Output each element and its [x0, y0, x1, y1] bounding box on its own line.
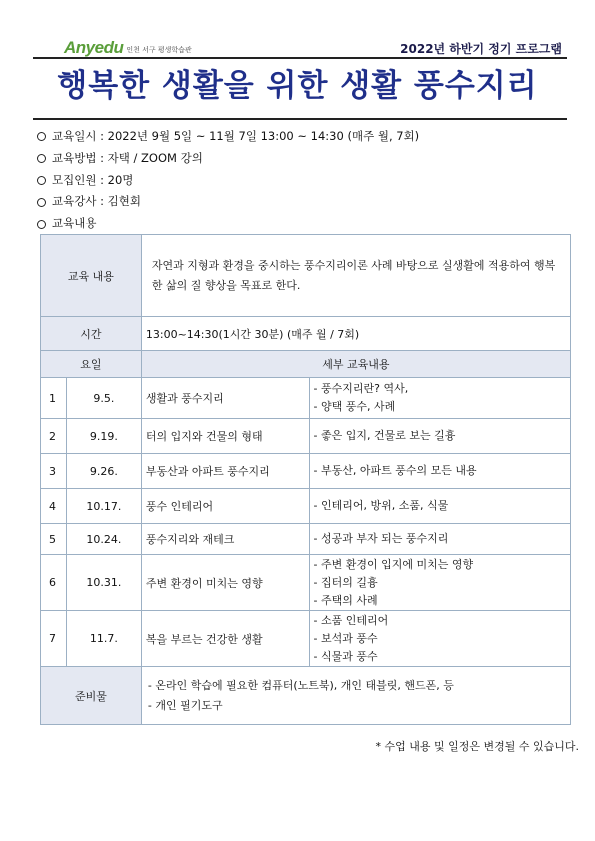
prep-item: - 온라인 학습에 필요한 컴퓨터(노트북), 개인 태블릿, 핸드폰, 등 [147, 678, 454, 692]
row-topic: 터의 입지와 건물의 형태 [141, 419, 309, 454]
prep-label: 준비물 [41, 667, 142, 725]
prep-items [141, 667, 570, 725]
logo [64, 38, 192, 58]
info-item [37, 191, 419, 213]
detail-line: - 인테리어, 방위, 소품, 식물 [313, 499, 449, 512]
table-row [41, 378, 571, 419]
page-title: 행복한 생활을 위한 생활 풍수지리 [57, 68, 538, 104]
schedule-table [40, 234, 571, 725]
time-label: 시간 [41, 317, 142, 351]
day-header: 요일 [41, 351, 142, 378]
info-text: 교육강사 : 김현회 [52, 194, 141, 209]
info-text: 모집인원 : 20명 [52, 172, 134, 187]
detail-line: - 소품 인테리어 [313, 613, 389, 627]
content-label: 교육 내용 [41, 235, 142, 317]
row-number: 6 [41, 555, 67, 611]
info-list [37, 126, 419, 235]
detail-line: - 좋은 입지, 건물로 보는 길흉 [313, 429, 456, 442]
circle-bullet-icon [37, 198, 46, 207]
info-item [37, 148, 419, 170]
row-date: 10.31. [66, 555, 141, 611]
row-details [309, 378, 570, 419]
detail-header: 세부 교육내용 [141, 351, 570, 378]
row-topic: 풍수 인테리어 [141, 489, 309, 524]
row-topic: 복을 부르는 건강한 생활 [141, 611, 309, 667]
top-rule [33, 57, 567, 59]
row-date: 9.5. [66, 378, 141, 419]
row-details [309, 489, 570, 524]
title-rule [33, 118, 567, 120]
prep-row [41, 667, 571, 725]
row-date: 11.7. [66, 611, 141, 667]
row-date: 9.19. [66, 419, 141, 454]
row-details [309, 454, 570, 489]
info-text: 교육내용 [52, 216, 97, 231]
circle-bullet-icon [37, 176, 46, 185]
content-row [41, 235, 571, 317]
row-date: 9.26. [66, 454, 141, 489]
row-details [309, 419, 570, 454]
program-label: 2022년 하반기 정기 프로그램 [400, 42, 562, 56]
table-row [41, 555, 571, 611]
time-text: 13:00~14:30(1시간 30분) (매주 월 / 7회) [141, 317, 570, 351]
detail-line: - 주변 환경이 입지에 미치는 영향 [313, 557, 474, 571]
row-details [309, 524, 570, 555]
circle-bullet-icon [37, 220, 46, 229]
row-number: 2 [41, 419, 67, 454]
detail-line: - 풍수지리란? 역사, [313, 382, 409, 395]
row-number: 1 [41, 378, 67, 419]
footnote: * 수업 내용 및 일정은 변경될 수 있습니다. [375, 740, 579, 753]
detail-line: - 주택의 사례 [313, 593, 378, 607]
circle-bullet-icon [37, 154, 46, 163]
table-row [41, 419, 571, 454]
prep-item: - 개인 필기도구 [147, 698, 223, 712]
detail-line: - 보석과 풍수 [313, 631, 378, 645]
info-text: 교육일시 : 2022년 9월 5일 ~ 11월 7일 13:00 ~ 14:30 (매주 월, 7회) [52, 129, 420, 143]
table-row [41, 524, 571, 555]
detail-line: - 성공과 부자 되는 풍수지리 [313, 532, 449, 545]
detail-line: - 집터의 길흉 [313, 575, 378, 589]
time-row [41, 317, 571, 351]
row-details [309, 555, 570, 611]
row-topic: 부동산과 아파트 풍수지리 [141, 454, 309, 489]
row-topic: 생활과 풍수지리 [141, 378, 309, 419]
info-item [37, 213, 419, 235]
table-row [41, 454, 571, 489]
row-number: 5 [41, 524, 67, 555]
row-date: 10.17. [66, 489, 141, 524]
info-item [37, 170, 419, 192]
row-topic: 주변 환경이 미치는 영향 [141, 555, 309, 611]
row-number: 7 [41, 611, 67, 667]
row-number: 4 [41, 489, 67, 524]
info-text: 교육방법 : 자택 / ZOOM 강의 [52, 150, 203, 165]
row-topic: 풍수지리와 재테크 [141, 524, 309, 555]
row-details [309, 611, 570, 667]
table-row [41, 489, 571, 524]
logo-subtitle: 인천 서구 평생학습관 [126, 46, 192, 54]
header-row [41, 351, 571, 378]
content-text: 자연과 지형과 환경을 중시하는 풍수지리이론 사례 바탕으로 실생활에 적용하여 행복한 삶의 질 향상을 목표로 한다. [141, 235, 570, 317]
logo-mark: Anyedu [64, 38, 124, 57]
detail-line: - 식물과 풍수 [313, 649, 378, 663]
circle-bullet-icon [37, 132, 46, 141]
row-date: 10.24. [66, 524, 141, 555]
detail-line: - 부동산, 아파트 풍수의 모든 내용 [313, 464, 477, 477]
row-number: 3 [41, 454, 67, 489]
table-row [41, 611, 571, 667]
detail-line: - 양택 풍수, 사례 [313, 400, 396, 413]
info-item [37, 126, 419, 148]
